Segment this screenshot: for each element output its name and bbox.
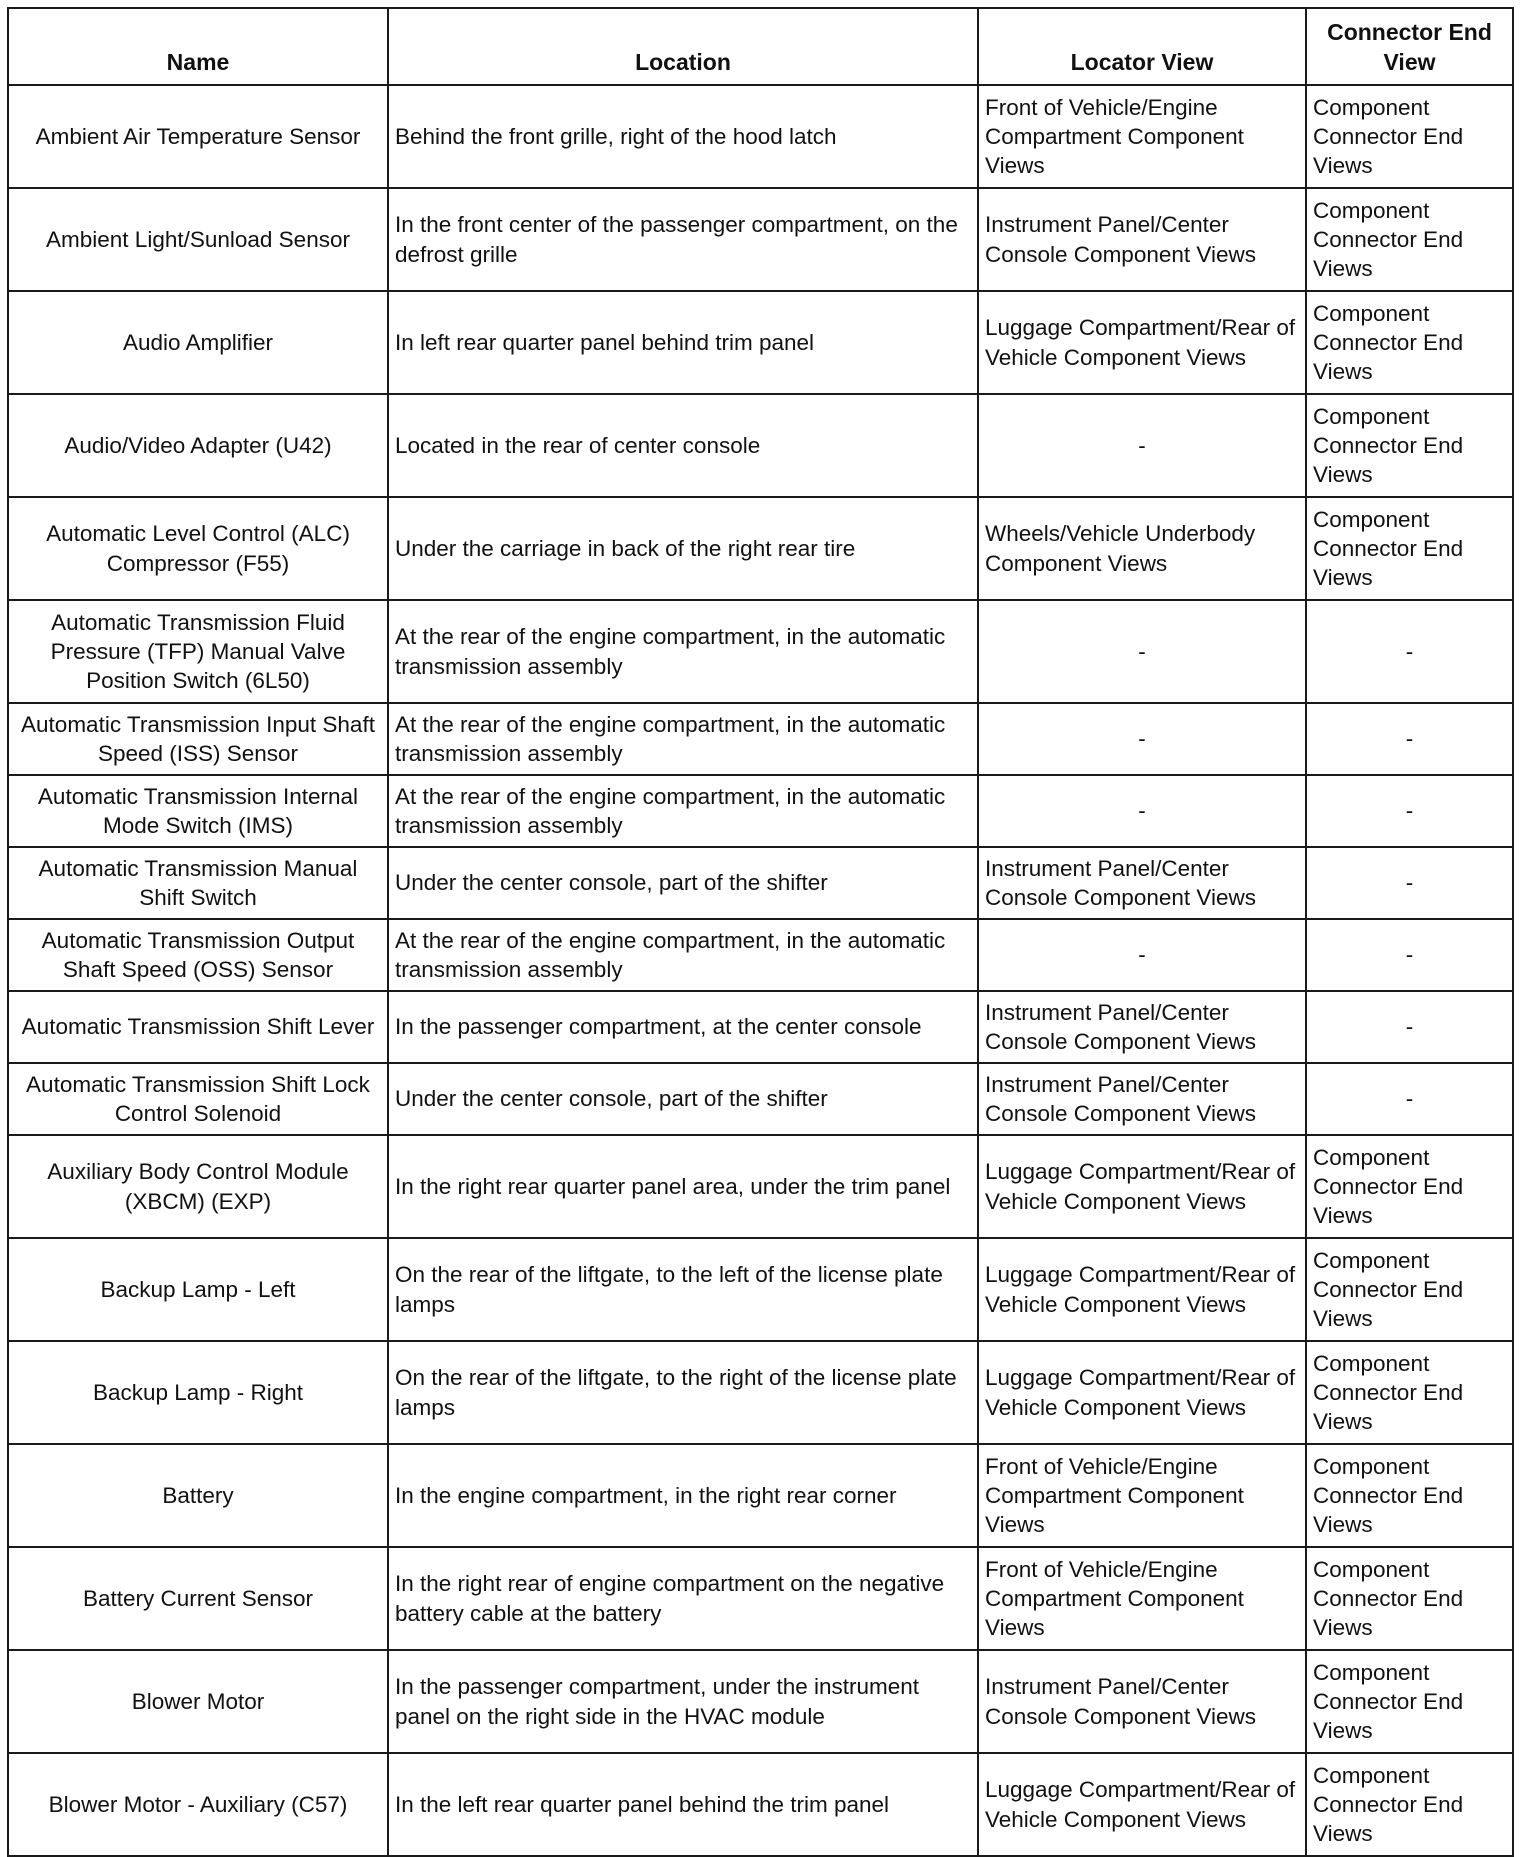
cell-location: On the rear of the liftgate, to the right of the license plate lamps xyxy=(388,1341,978,1444)
cell-connector-end-view: Component Connector End Views xyxy=(1306,1650,1513,1753)
table-row xyxy=(8,1341,1513,1444)
cell-location: In the passenger compartment, at the center console xyxy=(388,991,978,1063)
cell-connector-end-view: - xyxy=(1306,847,1513,919)
cell-location: Behind the front grille, right of the hood latch xyxy=(388,85,978,188)
table-row xyxy=(8,1238,1513,1341)
cell-name: Audio Amplifier xyxy=(8,291,388,394)
table-row xyxy=(8,991,1513,1063)
cell-locator-view: - xyxy=(978,919,1306,991)
cell-locator-view: Instrument Panel/Center Console Component Views xyxy=(978,188,1306,291)
cell-name: Audio/Video Adapter (U42) xyxy=(8,394,388,497)
cell-connector-end-view: Component Connector End Views xyxy=(1306,1135,1513,1238)
table-row xyxy=(8,394,1513,497)
cell-connector-end-view: - xyxy=(1306,1063,1513,1135)
cell-location: At the rear of the engine compartment, in the automatic transmission assembly xyxy=(388,600,978,703)
table-row xyxy=(8,847,1513,919)
cell-location: At the rear of the engine compartment, in the automatic transmission assembly xyxy=(388,775,978,847)
cell-name: Automatic Transmission Input Shaft Speed (ISS) Sensor xyxy=(8,703,388,775)
cell-locator-view: Instrument Panel/Center Console Component Views xyxy=(978,847,1306,919)
cell-connector-end-view: Component Connector End Views xyxy=(1306,1753,1513,1856)
table-row xyxy=(8,85,1513,188)
cell-location: On the rear of the liftgate, to the left of the license plate lamps xyxy=(388,1238,978,1341)
cell-name: Automatic Transmission Output Shaft Speed (OSS) Sensor xyxy=(8,919,388,991)
cell-locator-view: Front of Vehicle/Engine Compartment Component Views xyxy=(978,85,1306,188)
cell-location: Under the center console, part of the shifter xyxy=(388,847,978,919)
cell-name: Automatic Transmission Internal Mode Switch (IMS) xyxy=(8,775,388,847)
header-row xyxy=(8,8,1513,85)
cell-connector-end-view: Component Connector End Views xyxy=(1306,291,1513,394)
cell-name: Blower Motor - Auxiliary (C57) xyxy=(8,1753,388,1856)
cell-connector-end-view: - xyxy=(1306,991,1513,1063)
cell-name: Backup Lamp - Right xyxy=(8,1341,388,1444)
header-locator-view: Locator View xyxy=(978,8,1306,85)
cell-connector-end-view: Component Connector End Views xyxy=(1306,1341,1513,1444)
cell-locator-view: - xyxy=(978,600,1306,703)
cell-connector-end-view: - xyxy=(1306,775,1513,847)
cell-name: Auxiliary Body Control Module (XBCM) (EXP) xyxy=(8,1135,388,1238)
cell-connector-end-view: - xyxy=(1306,919,1513,991)
table-row xyxy=(8,600,1513,703)
table-row xyxy=(8,1547,1513,1650)
component-locator-table xyxy=(7,7,1514,1857)
table-row xyxy=(8,1063,1513,1135)
cell-name: Backup Lamp - Left xyxy=(8,1238,388,1341)
cell-connector-end-view: Component Connector End Views xyxy=(1306,1547,1513,1650)
cell-connector-end-view: Component Connector End Views xyxy=(1306,188,1513,291)
cell-locator-view: Luggage Compartment/Rear of Vehicle Component Views xyxy=(978,1753,1306,1856)
cell-connector-end-view: Component Connector End Views xyxy=(1306,85,1513,188)
table-row xyxy=(8,291,1513,394)
header-location: Location xyxy=(388,8,978,85)
table-row xyxy=(8,188,1513,291)
table-row xyxy=(8,775,1513,847)
cell-locator-view: Wheels/Vehicle Underbody Component Views xyxy=(978,497,1306,600)
cell-location: At the rear of the engine compartment, in the automatic transmission assembly xyxy=(388,703,978,775)
cell-connector-end-view: - xyxy=(1306,703,1513,775)
table-row xyxy=(8,1444,1513,1547)
cell-name: Blower Motor xyxy=(8,1650,388,1753)
cell-name: Automatic Transmission Fluid Pressure (TFP) Manual Valve Position Switch (6L50) xyxy=(8,600,388,703)
cell-locator-view: Instrument Panel/Center Console Component Views xyxy=(978,1063,1306,1135)
table-row xyxy=(8,1135,1513,1238)
cell-locator-view: - xyxy=(978,775,1306,847)
cell-name: Battery Current Sensor xyxy=(8,1547,388,1650)
cell-location: In the front center of the passenger compartment, on the defrost grille xyxy=(388,188,978,291)
cell-connector-end-view: Component Connector End Views xyxy=(1306,394,1513,497)
cell-locator-view: Luggage Compartment/Rear of Vehicle Component Views xyxy=(978,1238,1306,1341)
cell-locator-view: Front of Vehicle/Engine Compartment Component Views xyxy=(978,1547,1306,1650)
header-name: Name xyxy=(8,8,388,85)
cell-location: Located in the rear of center console xyxy=(388,394,978,497)
header-connector-end-view: Connector End View xyxy=(1306,8,1513,85)
cell-locator-view: Luggage Compartment/Rear of Vehicle Component Views xyxy=(978,1135,1306,1238)
cell-connector-end-view: Component Connector End Views xyxy=(1306,1238,1513,1341)
cell-locator-view: Front of Vehicle/Engine Compartment Component Views xyxy=(978,1444,1306,1547)
cell-connector-end-view: Component Connector End Views xyxy=(1306,1444,1513,1547)
cell-name: Automatic Transmission Manual Shift Switch xyxy=(8,847,388,919)
cell-locator-view: - xyxy=(978,703,1306,775)
cell-location: Under the carriage in back of the right rear tire xyxy=(388,497,978,600)
cell-name: Battery xyxy=(8,1444,388,1547)
cell-location: In the right rear of engine compartment on the negative battery cable at the battery xyxy=(388,1547,978,1650)
cell-connector-end-view: - xyxy=(1306,600,1513,703)
cell-locator-view: Instrument Panel/Center Console Component Views xyxy=(978,991,1306,1063)
cell-location: In the left rear quarter panel behind the trim panel xyxy=(388,1753,978,1856)
cell-location: In the engine compartment, in the right rear corner xyxy=(388,1444,978,1547)
table-row xyxy=(8,919,1513,991)
table-row xyxy=(8,1650,1513,1753)
cell-name: Automatic Transmission Shift Lever xyxy=(8,991,388,1063)
cell-location: In the passenger compartment, under the instrument panel on the right side in the HVAC module xyxy=(388,1650,978,1753)
cell-locator-view: Luggage Compartment/Rear of Vehicle Component Views xyxy=(978,1341,1306,1444)
cell-locator-view: Instrument Panel/Center Console Component Views xyxy=(978,1650,1306,1753)
cell-connector-end-view: Component Connector End Views xyxy=(1306,497,1513,600)
cell-location: In the right rear quarter panel area, under the trim panel xyxy=(388,1135,978,1238)
cell-location: At the rear of the engine compartment, in the automatic transmission assembly xyxy=(388,919,978,991)
cell-name: Automatic Transmission Shift Lock Control Solenoid xyxy=(8,1063,388,1135)
cell-name: Ambient Light/Sunload Sensor xyxy=(8,188,388,291)
table-row xyxy=(8,703,1513,775)
cell-locator-view: - xyxy=(978,394,1306,497)
cell-locator-view: Luggage Compartment/Rear of Vehicle Component Views xyxy=(978,291,1306,394)
cell-name: Ambient Air Temperature Sensor xyxy=(8,85,388,188)
table-row xyxy=(8,1753,1513,1856)
table-row xyxy=(8,497,1513,600)
cell-location: In left rear quarter panel behind trim panel xyxy=(388,291,978,394)
cell-name: Automatic Level Control (ALC) Compressor (F55) xyxy=(8,497,388,600)
cell-location: Under the center console, part of the shifter xyxy=(388,1063,978,1135)
